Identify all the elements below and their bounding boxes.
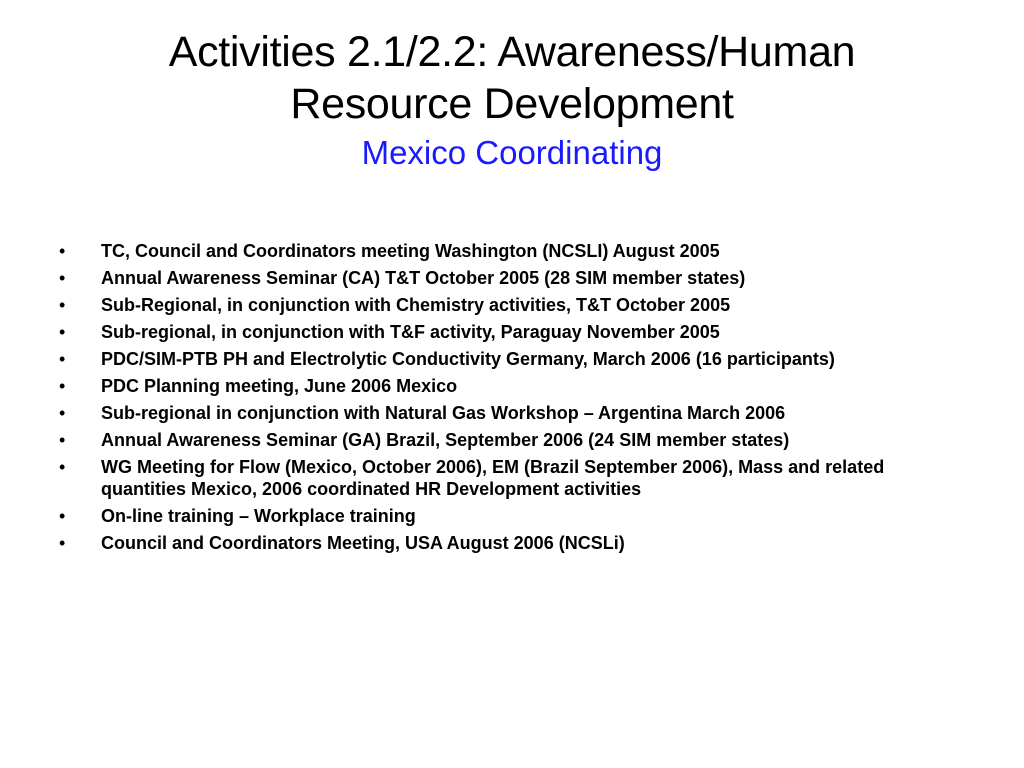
bullet-glyph: • <box>59 430 66 450</box>
bullet-glyph: • <box>59 457 66 477</box>
bullet-glyph: • <box>59 349 66 369</box>
bullet-glyph: • <box>59 295 66 315</box>
bullet-text: PDC/SIM-PTB PH and Electrolytic Conductivity Germany, March 2006 (16 participants) <box>101 349 835 369</box>
bullet-text: Sub-regional in conjunction with Natural Gas Workshop – Argentina March 2006 <box>101 403 786 423</box>
title-block <box>40 26 984 174</box>
slide-title-line-2: Resource Development <box>290 80 734 128</box>
bullet-item <box>58 294 938 316</box>
bullet-text: Sub-Regional, in conjunction with Chemistry activities, T&T October 2005 <box>101 295 731 315</box>
bullet-text: PDC Planning meeting, June 2006 Mexico <box>101 376 458 396</box>
bullet-item <box>58 402 938 424</box>
bullet-item <box>58 429 938 451</box>
bullet-text: TC, Council and Coordinators meeting Washington (NCSLI) August 2005 <box>101 241 720 261</box>
slide-title-line-1: Activities 2.1/2.2: Awareness/Human <box>168 28 856 76</box>
bullet-glyph: • <box>59 241 66 261</box>
bullet-text: Council and Coordinators Meeting, USA August 2006 (NCSLi) <box>101 533 625 553</box>
bullet-item <box>58 532 938 554</box>
bullet-text: Sub-regional, in conjunction with T&F activity, Paraguay November 2005 <box>101 322 720 342</box>
bullet-text: Annual Awareness Seminar (CA) T&T October 2005 (28 SIM member states) <box>101 268 746 288</box>
slide-subtitle: Mexico Coordinating <box>361 134 663 171</box>
bullet-item <box>58 348 938 370</box>
bullet-glyph: • <box>59 506 66 526</box>
bullet-glyph: • <box>59 376 66 396</box>
bullet-glyph: • <box>59 533 66 553</box>
bullet-text: Annual Awareness Seminar (GA) Brazil, September 2006 (24 SIM member states) <box>101 430 790 450</box>
bullet-item <box>58 375 938 397</box>
bullet-item <box>58 267 938 289</box>
bullet-list <box>58 240 938 559</box>
bullet-glyph: • <box>59 322 66 342</box>
bullet-item <box>58 240 938 262</box>
bullet-item <box>58 505 938 527</box>
bullet-text: On-line training – Workplace training <box>101 506 416 526</box>
bullet-text: WG Meeting for Flow (Mexico, October 2006), EM (Brazil September 2006), Mass and related quantities Mexico, 2006 coordinated HR Development activities <box>101 457 885 499</box>
bullet-item <box>58 321 938 343</box>
bullet-glyph: • <box>59 403 66 423</box>
bullet-item <box>58 456 938 500</box>
bullet-glyph: • <box>59 268 66 288</box>
